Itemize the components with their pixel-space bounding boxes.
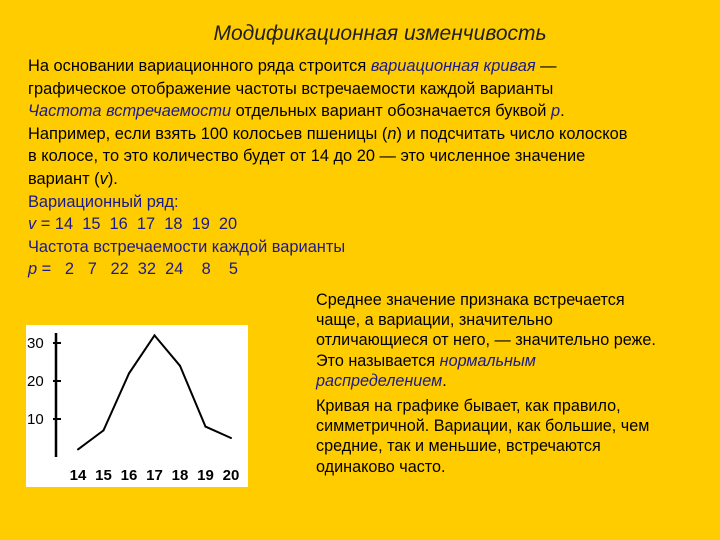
x-tick-label: 19 xyxy=(197,467,214,484)
right-line-4: Это называется xyxy=(316,351,440,370)
right-line-2: чаще, а вариации, значительно xyxy=(316,311,553,330)
p-letter: р xyxy=(551,102,561,121)
p-values: = 2 7 22 32 24 8 5 xyxy=(37,260,239,279)
x-tick-label: 14 xyxy=(69,467,87,484)
variation-curve-svg xyxy=(26,325,248,487)
normal-distribution-text xyxy=(316,290,706,477)
series-label: Вариационный ряд: xyxy=(28,192,179,211)
p2-text: отдельных вариант обозначается буквой xyxy=(231,102,551,121)
v-values: = 14 15 16 17 18 19 20 xyxy=(36,215,238,234)
right-line-7: симметричной. Вариации, как большие, чем xyxy=(316,417,650,436)
data-point xyxy=(179,365,181,367)
slide-title: Модификационная изменчивость xyxy=(213,22,547,45)
distribution-term: распределением xyxy=(316,371,443,390)
p3-text-b: ) и подсчитать число колосков xyxy=(396,124,628,143)
x-tick-label: 17 xyxy=(146,467,163,484)
freq-label: Частота встречаемости каждой варианты xyxy=(28,237,346,256)
p3-text-c: вариант ( xyxy=(28,169,100,188)
y-tick-label: 20 xyxy=(27,373,44,390)
right-line-6: Кривая на графике бывает, как правило, xyxy=(316,397,621,416)
series-line xyxy=(78,335,231,449)
n-symbol: n xyxy=(387,124,397,143)
x-tick-label: 15 xyxy=(95,467,112,484)
y-tick-label: 10 xyxy=(27,411,44,428)
p3-text-d: ). xyxy=(107,169,118,188)
p3-line2: в колосе, то это количество будет от 14 до 20 — это численное значение xyxy=(28,147,586,166)
p-symbol: p xyxy=(28,260,38,279)
right-line-9: одинаково часто. xyxy=(316,457,446,476)
data-point xyxy=(128,372,130,374)
data-point xyxy=(77,448,79,450)
p3-text: Например, если взять 100 колосьев пшеницы ( xyxy=(28,124,388,143)
v-symbol: v xyxy=(28,215,37,234)
right-line-8: средние, так и меньшие, встречаются xyxy=(316,437,601,456)
normal-term: нормальным xyxy=(439,351,536,370)
intro-text xyxy=(28,55,708,281)
data-point xyxy=(230,437,232,439)
x-tick-label: 20 xyxy=(222,467,240,484)
right-line-1: Среднее значение признака встречается xyxy=(316,291,625,309)
data-point xyxy=(103,429,105,431)
variation-curve-term: вариационная кривая xyxy=(370,57,536,75)
variation-curve-chart xyxy=(26,325,248,487)
y-tick-label: 30 xyxy=(27,335,44,352)
p1-line2: графическое отображение частоты встречаемости каждой варианты xyxy=(28,79,554,98)
v-series xyxy=(28,213,708,236)
frequency-term: Частота встречаемости xyxy=(28,102,232,121)
p-series xyxy=(28,258,708,281)
data-point xyxy=(154,334,156,336)
p1-text: На основании вариационного ряда строится xyxy=(28,57,371,75)
data-point xyxy=(205,426,207,428)
right-line-3: отличающиеся от него, — значительно реже. xyxy=(316,331,656,350)
right-line-5-end: . xyxy=(442,371,447,390)
v-letter: v xyxy=(99,169,108,188)
x-tick-label: 16 xyxy=(120,467,138,484)
p1-dash: — xyxy=(535,57,557,75)
x-tick-label: 18 xyxy=(171,467,189,484)
p2-end: . xyxy=(560,102,565,121)
